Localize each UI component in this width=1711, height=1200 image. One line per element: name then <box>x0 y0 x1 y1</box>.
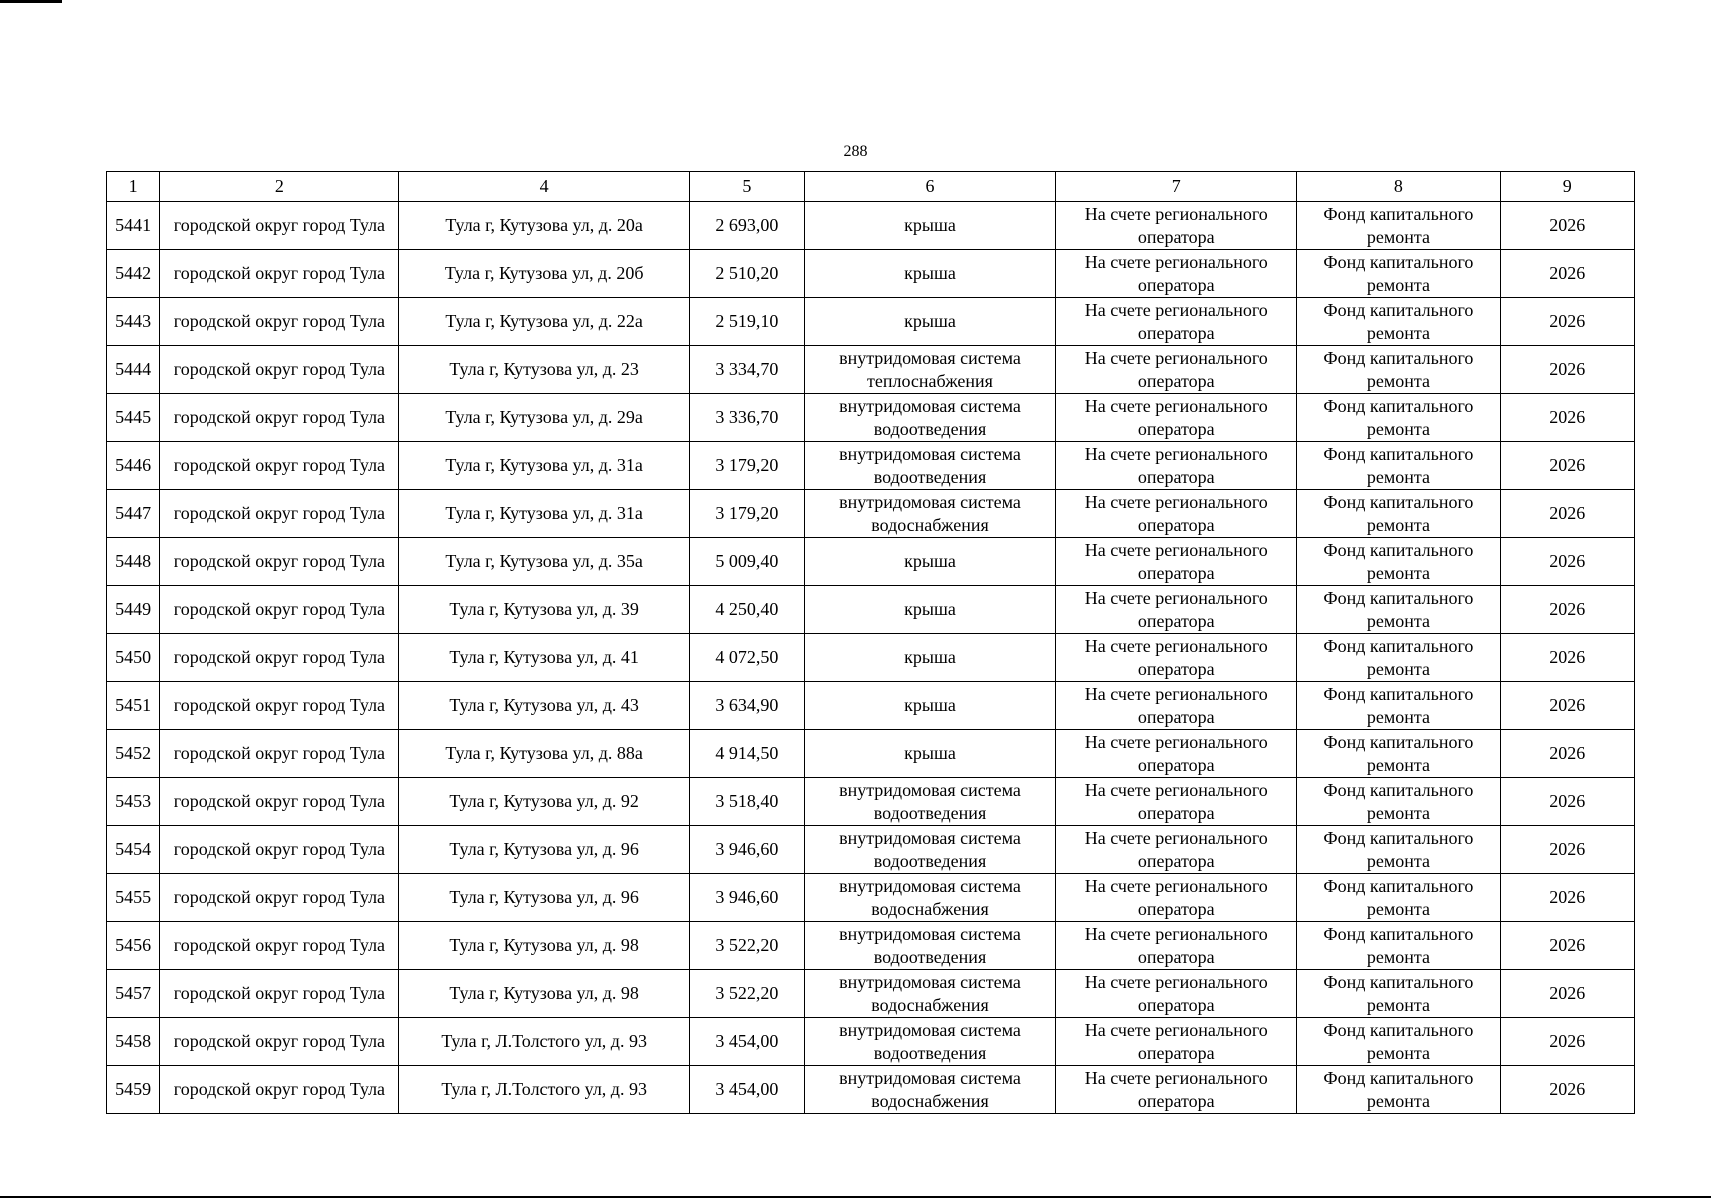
table-row <box>107 970 1635 1018</box>
cell-municipality: городской округ город Тула <box>160 298 399 346</box>
top-scan-rule <box>0 0 62 3</box>
table-row <box>107 538 1635 586</box>
cell-address: Тула г, Л.Толстого ул, д. 93 <box>399 1018 689 1066</box>
cell-work-type: внутридомовая система водоснабжения <box>804 1066 1055 1114</box>
cell-address: Тула г, Кутузова ул, д. 20б <box>399 250 689 298</box>
cell-area: 2 693,00 <box>689 202 804 250</box>
cell-work-type: внутридомовая система водоснабжения <box>804 970 1055 1018</box>
cell-year: 2026 <box>1500 346 1635 394</box>
cell-fund-method: На счете регионального оператора <box>1056 730 1297 778</box>
cell-address: Тула г, Кутузова ул, д. 39 <box>399 586 689 634</box>
cell-work-type: крыша <box>804 250 1055 298</box>
cell-address: Тула г, Кутузова ул, д. 22а <box>399 298 689 346</box>
cell-area: 2 519,10 <box>689 298 804 346</box>
cell-row-number: 5446 <box>107 442 160 490</box>
cell-row-number: 5449 <box>107 586 160 634</box>
bottom-scan-rule <box>0 1196 1711 1198</box>
table-row <box>107 634 1635 682</box>
cell-work-type: внутридомовая система водоснабжения <box>804 490 1055 538</box>
cell-area: 3 634,90 <box>689 682 804 730</box>
cell-work-type: крыша <box>804 730 1055 778</box>
cell-address: Тула г, Кутузова ул, д. 96 <box>399 874 689 922</box>
cell-fund-method: На счете регионального оператора <box>1056 250 1297 298</box>
cell-work-type: внутридомовая система водоснабжения <box>804 874 1055 922</box>
header-cell-year: 9 <box>1500 172 1635 202</box>
table-row <box>107 730 1635 778</box>
cell-funding-source: Фонд капитального ремонта <box>1297 298 1500 346</box>
cell-funding-source: Фонд капитального ремонта <box>1297 538 1500 586</box>
cell-fund-method: На счете регионального оператора <box>1056 1066 1297 1114</box>
cell-address: Тула г, Кутузова ул, д. 92 <box>399 778 689 826</box>
cell-work-type: внутридомовая система водоотведения <box>804 778 1055 826</box>
cell-row-number: 5458 <box>107 1018 160 1066</box>
cell-row-number: 5456 <box>107 922 160 970</box>
cell-municipality: городской округ город Тула <box>160 922 399 970</box>
table-row <box>107 202 1635 250</box>
cell-funding-source: Фонд капитального ремонта <box>1297 1066 1500 1114</box>
cell-funding-source: Фонд капитального ремонта <box>1297 250 1500 298</box>
cell-municipality: городской округ город Тула <box>160 490 399 538</box>
table-row <box>107 490 1635 538</box>
cell-municipality: городской округ город Тула <box>160 442 399 490</box>
cell-row-number: 5444 <box>107 346 160 394</box>
cell-area: 3 946,60 <box>689 874 804 922</box>
cell-fund-method: На счете регионального оператора <box>1056 586 1297 634</box>
cell-area: 3 518,40 <box>689 778 804 826</box>
cell-municipality: городской округ город Тула <box>160 586 399 634</box>
cell-work-type: крыша <box>804 634 1055 682</box>
cell-funding-source: Фонд капитального ремонта <box>1297 346 1500 394</box>
cell-municipality: городской округ город Тула <box>160 1018 399 1066</box>
cell-fund-method: На счете регионального оператора <box>1056 634 1297 682</box>
cell-fund-method: На счете регионального оператора <box>1056 394 1297 442</box>
cell-work-type: внутридомовая система водоотведения <box>804 922 1055 970</box>
header-cell-fund-method: 7 <box>1056 172 1297 202</box>
cell-fund-method: На счете регионального оператора <box>1056 298 1297 346</box>
cell-work-type: внутридомовая система водоотведения <box>804 394 1055 442</box>
table-row <box>107 250 1635 298</box>
cell-municipality: городской округ город Тула <box>160 394 399 442</box>
cell-funding-source: Фонд капитального ремонта <box>1297 1018 1500 1066</box>
header-cell-address: 4 <box>399 172 689 202</box>
cell-fund-method: На счете регионального оператора <box>1056 922 1297 970</box>
cell-fund-method: На счете регионального оператора <box>1056 538 1297 586</box>
header-cell-work-type: 6 <box>804 172 1055 202</box>
page-number: 288 <box>843 143 868 160</box>
cell-address: Тула г, Кутузова ул, д. 20а <box>399 202 689 250</box>
cell-area: 3 946,60 <box>689 826 804 874</box>
cell-area: 3 179,20 <box>689 490 804 538</box>
cell-area: 3 179,20 <box>689 442 804 490</box>
cell-area: 3 336,70 <box>689 394 804 442</box>
cell-funding-source: Фонд капитального ремонта <box>1297 730 1500 778</box>
cell-year: 2026 <box>1500 922 1635 970</box>
table-header <box>107 172 1635 202</box>
cell-year: 2026 <box>1500 1018 1635 1066</box>
cell-work-type: внутридомовая система теплоснабжения <box>804 346 1055 394</box>
cell-year: 2026 <box>1500 202 1635 250</box>
table-row <box>107 922 1635 970</box>
cell-fund-method: На счете регионального оператора <box>1056 346 1297 394</box>
cell-municipality: городской округ город Тула <box>160 202 399 250</box>
cell-municipality: городской округ город Тула <box>160 874 399 922</box>
cell-year: 2026 <box>1500 586 1635 634</box>
cell-year: 2026 <box>1500 634 1635 682</box>
cell-row-number: 5447 <box>107 490 160 538</box>
cell-year: 2026 <box>1500 778 1635 826</box>
cell-fund-method: На счете регионального оператора <box>1056 1018 1297 1066</box>
cell-address: Тула г, Кутузова ул, д. 29а <box>399 394 689 442</box>
cell-row-number: 5454 <box>107 826 160 874</box>
cell-year: 2026 <box>1500 394 1635 442</box>
cell-municipality: городской округ город Тула <box>160 250 399 298</box>
cell-fund-method: На счете регионального оператора <box>1056 970 1297 1018</box>
cell-year: 2026 <box>1500 826 1635 874</box>
cell-fund-method: На счете регионального оператора <box>1056 202 1297 250</box>
cell-row-number: 5443 <box>107 298 160 346</box>
cell-year: 2026 <box>1500 970 1635 1018</box>
cell-area: 4 072,50 <box>689 634 804 682</box>
cell-area: 3 334,70 <box>689 346 804 394</box>
cell-row-number: 5451 <box>107 682 160 730</box>
cell-fund-method: На счете регионального оператора <box>1056 490 1297 538</box>
cell-address: Тула г, Кутузова ул, д. 35а <box>399 538 689 586</box>
cell-year: 2026 <box>1500 250 1635 298</box>
cell-row-number: 5452 <box>107 730 160 778</box>
cell-work-type: внутридомовая система водоотведения <box>804 442 1055 490</box>
cell-address: Тула г, Кутузова ул, д. 98 <box>399 922 689 970</box>
cell-row-number: 5455 <box>107 874 160 922</box>
cell-municipality: городской округ город Тула <box>160 346 399 394</box>
table-row <box>107 1018 1635 1066</box>
cell-area: 5 009,40 <box>689 538 804 586</box>
cell-work-type: внутридомовая система водоотведения <box>804 1018 1055 1066</box>
cell-area: 2 510,20 <box>689 250 804 298</box>
cell-municipality: городской округ город Тула <box>160 970 399 1018</box>
cell-work-type: крыша <box>804 298 1055 346</box>
cell-area: 4 914,50 <box>689 730 804 778</box>
cell-address: Тула г, Кутузова ул, д. 96 <box>399 826 689 874</box>
table-row <box>107 826 1635 874</box>
header-row <box>107 172 1635 202</box>
header-cell-municipality: 2 <box>160 172 399 202</box>
cell-funding-source: Фонд капитального ремонта <box>1297 970 1500 1018</box>
cell-area: 3 454,00 <box>689 1066 804 1114</box>
cell-year: 2026 <box>1500 874 1635 922</box>
table-row <box>107 682 1635 730</box>
cell-fund-method: На счете регионального оператора <box>1056 874 1297 922</box>
cell-area: 3 522,20 <box>689 970 804 1018</box>
cell-year: 2026 <box>1500 538 1635 586</box>
cell-municipality: городской округ город Тула <box>160 538 399 586</box>
cell-row-number: 5457 <box>107 970 160 1018</box>
cell-work-type: крыша <box>804 538 1055 586</box>
cell-row-number: 5459 <box>107 1066 160 1114</box>
header-cell-row-number: 1 <box>107 172 160 202</box>
cell-area: 4 250,40 <box>689 586 804 634</box>
cell-year: 2026 <box>1500 490 1635 538</box>
cell-fund-method: На счете регионального оператора <box>1056 682 1297 730</box>
cell-fund-method: На счете регионального оператора <box>1056 826 1297 874</box>
table-row <box>107 586 1635 634</box>
cell-area: 3 454,00 <box>689 1018 804 1066</box>
header-cell-area: 5 <box>689 172 804 202</box>
cell-row-number: 5445 <box>107 394 160 442</box>
cell-work-type: крыша <box>804 682 1055 730</box>
cell-funding-source: Фонд капитального ремонта <box>1297 682 1500 730</box>
cell-year: 2026 <box>1500 442 1635 490</box>
cell-municipality: городской округ город Тула <box>160 826 399 874</box>
table-row <box>107 778 1635 826</box>
cell-fund-method: На счете регионального оператора <box>1056 442 1297 490</box>
cell-address: Тула г, Л.Толстого ул, д. 93 <box>399 1066 689 1114</box>
table-row <box>107 874 1635 922</box>
cell-address: Тула г, Кутузова ул, д. 23 <box>399 346 689 394</box>
table-row <box>107 442 1635 490</box>
cell-work-type: крыша <box>804 202 1055 250</box>
cell-row-number: 5453 <box>107 778 160 826</box>
cell-address: Тула г, Кутузова ул, д. 41 <box>399 634 689 682</box>
cell-municipality: городской округ город Тула <box>160 682 399 730</box>
cell-funding-source: Фонд капитального ремонта <box>1297 442 1500 490</box>
cell-funding-source: Фонд капитального ремонта <box>1297 634 1500 682</box>
table-row <box>107 1066 1635 1114</box>
cell-year: 2026 <box>1500 682 1635 730</box>
cell-work-type: внутридомовая система водоотведения <box>804 826 1055 874</box>
cell-row-number: 5441 <box>107 202 160 250</box>
cell-funding-source: Фонд капитального ремонта <box>1297 394 1500 442</box>
cell-funding-source: Фонд капитального ремонта <box>1297 202 1500 250</box>
cell-funding-source: Фонд капитального ремонта <box>1297 778 1500 826</box>
cell-work-type: крыша <box>804 586 1055 634</box>
cell-row-number: 5448 <box>107 538 160 586</box>
cell-municipality: городской округ город Тула <box>160 1066 399 1114</box>
cell-row-number: 5442 <box>107 250 160 298</box>
cell-year: 2026 <box>1500 298 1635 346</box>
cell-municipality: городской округ город Тула <box>160 778 399 826</box>
table-row <box>107 298 1635 346</box>
cell-funding-source: Фонд капитального ремонта <box>1297 922 1500 970</box>
cell-municipality: городской округ город Тула <box>160 730 399 778</box>
cell-funding-source: Фонд капитального ремонта <box>1297 586 1500 634</box>
cell-address: Тула г, Кутузова ул, д. 98 <box>399 970 689 1018</box>
cell-address: Тула г, Кутузова ул, д. 31а <box>399 490 689 538</box>
capital-repair-register-table <box>106 171 1635 1114</box>
cell-address: Тула г, Кутузова ул, д. 88а <box>399 730 689 778</box>
cell-area: 3 522,20 <box>689 922 804 970</box>
cell-row-number: 5450 <box>107 634 160 682</box>
cell-year: 2026 <box>1500 1066 1635 1114</box>
cell-funding-source: Фонд капитального ремонта <box>1297 874 1500 922</box>
table-row <box>107 346 1635 394</box>
cell-year: 2026 <box>1500 730 1635 778</box>
table-row <box>107 394 1635 442</box>
cell-address: Тула г, Кутузова ул, д. 31а <box>399 442 689 490</box>
table-body <box>107 202 1635 1114</box>
header-cell-funding-source: 8 <box>1297 172 1500 202</box>
cell-funding-source: Фонд капитального ремонта <box>1297 490 1500 538</box>
cell-fund-method: На счете регионального оператора <box>1056 778 1297 826</box>
cell-municipality: городской округ город Тула <box>160 634 399 682</box>
cell-address: Тула г, Кутузова ул, д. 43 <box>399 682 689 730</box>
cell-funding-source: Фонд капитального ремонта <box>1297 826 1500 874</box>
